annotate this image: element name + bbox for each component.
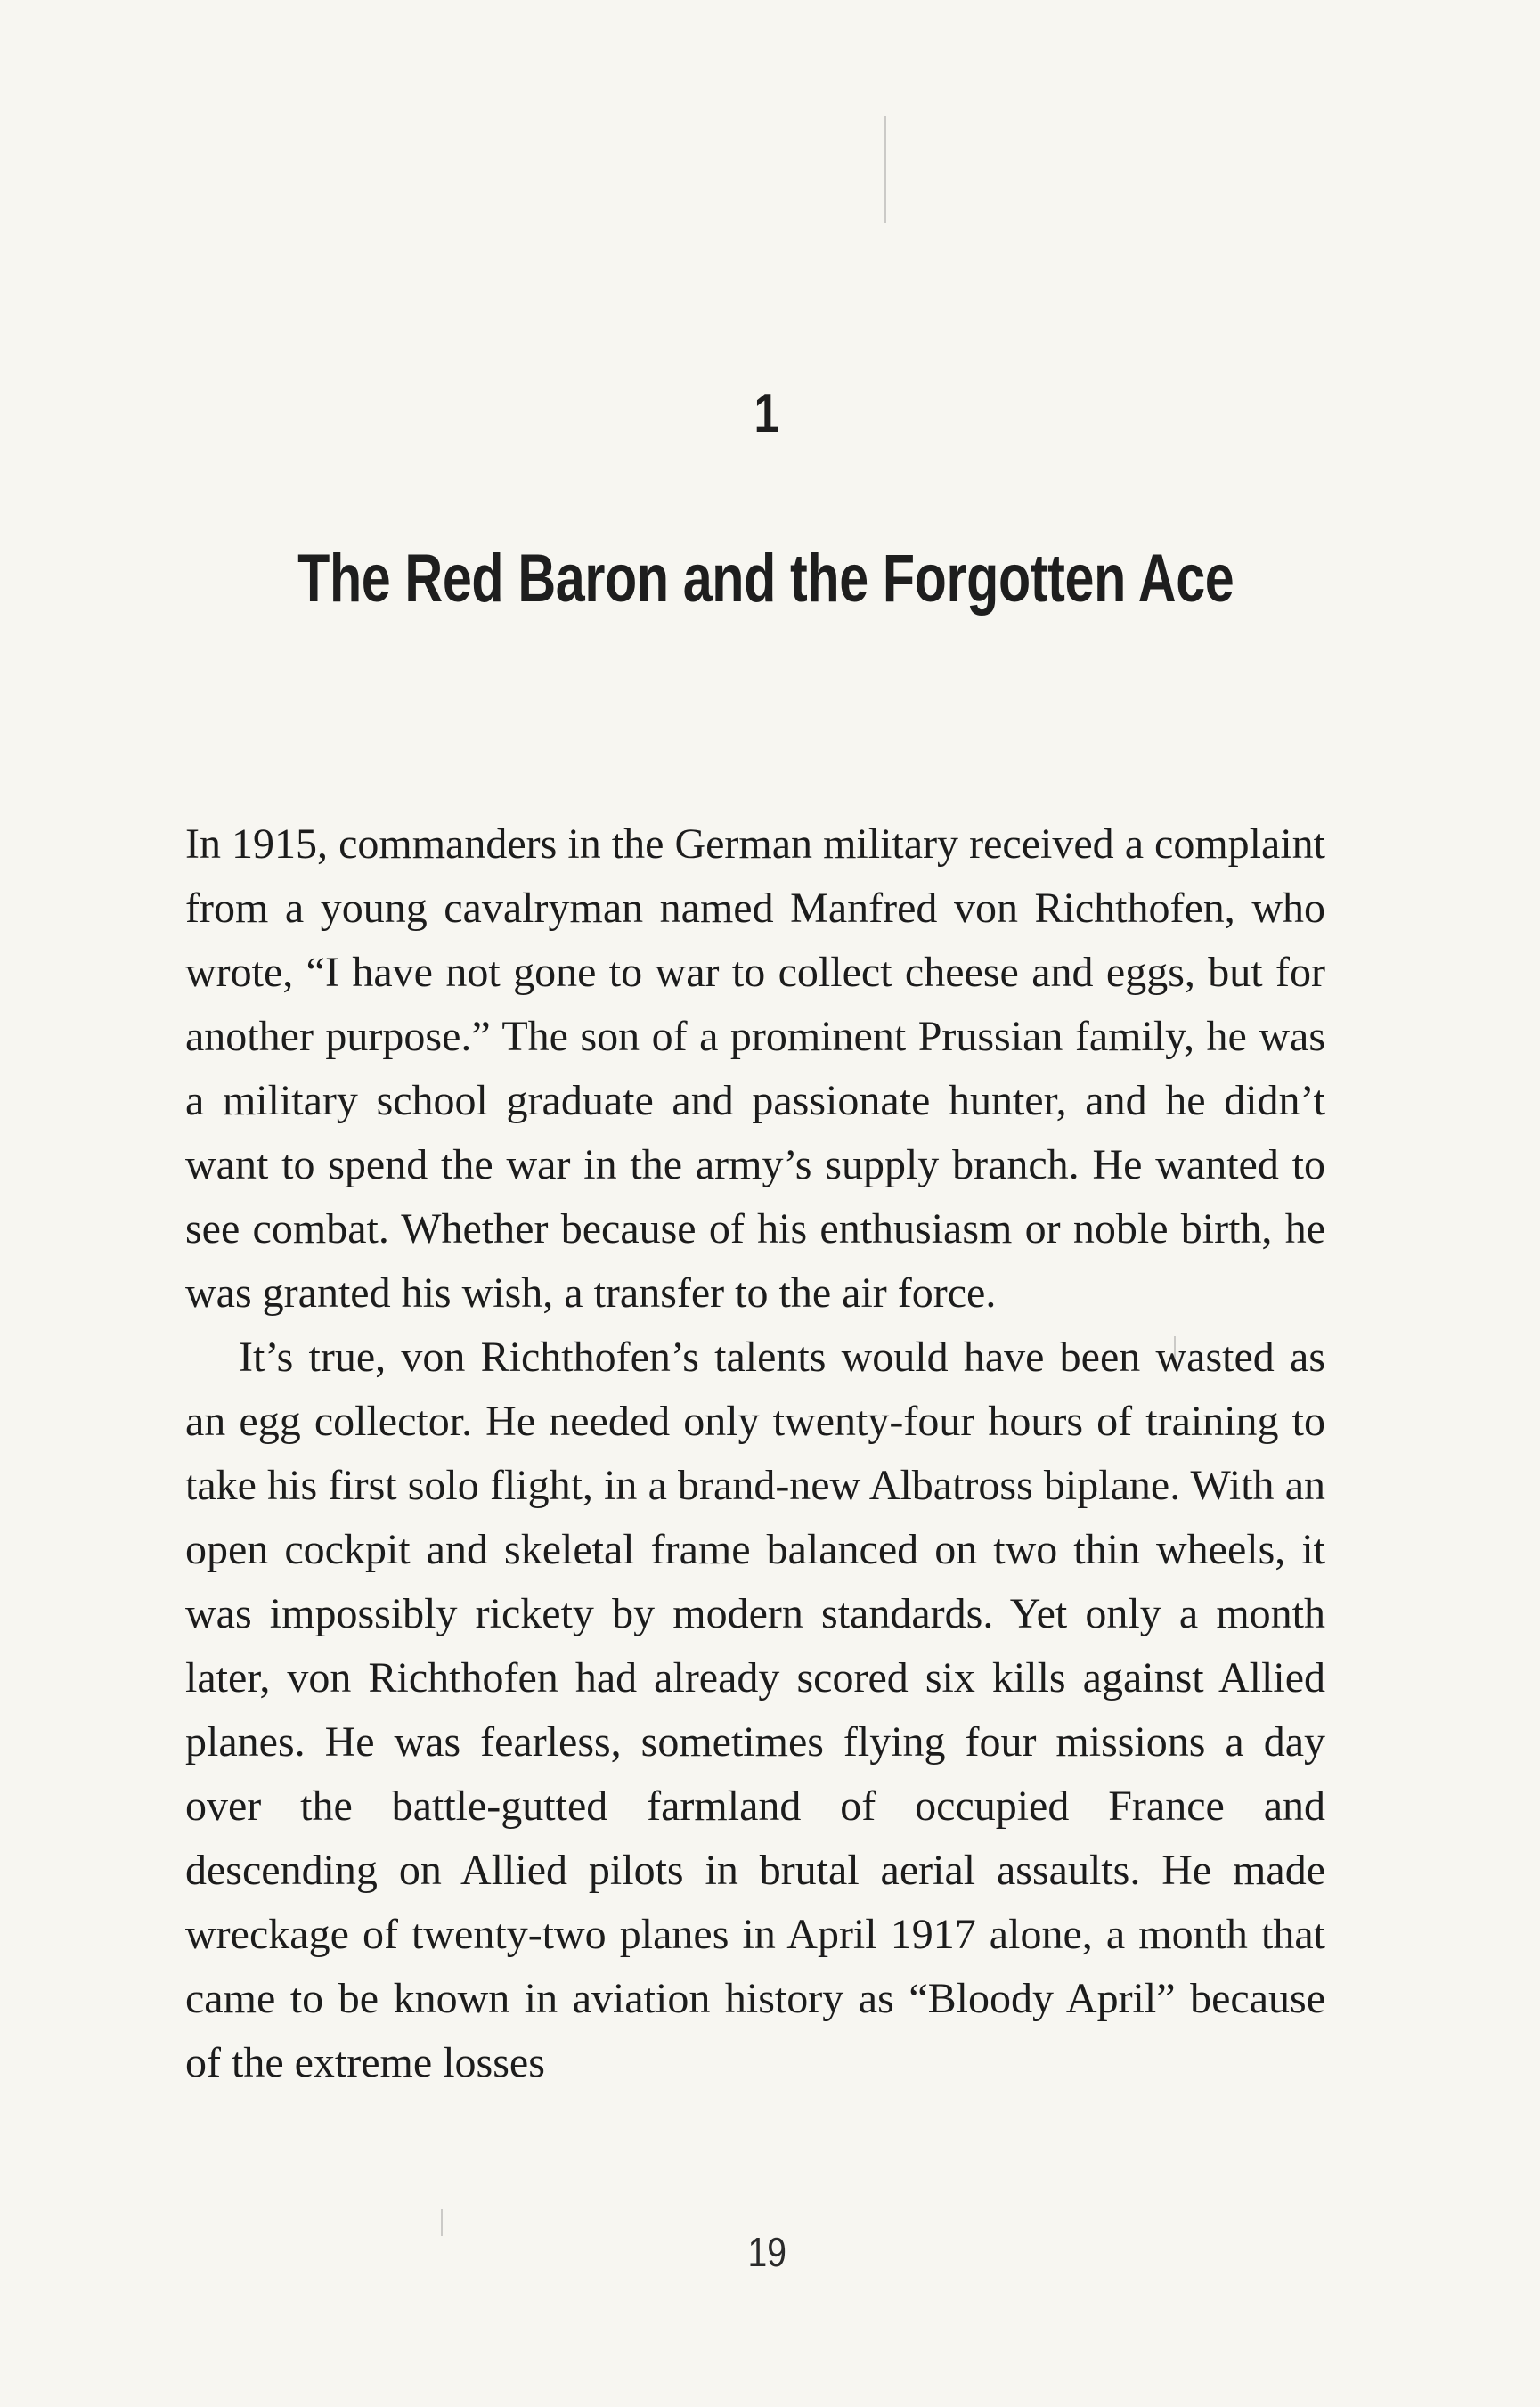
body-text (185, 812, 1325, 2095)
chapter-number: 1 (754, 383, 779, 445)
chapter-title: The Red Baron and the Forgotten Ace (297, 541, 1234, 616)
page-number: 19 (747, 2229, 787, 2275)
paragraph: It’s true, von Richthofen’s talents would have been wasted as an egg collector. He needed only twenty-four hours of training to take his first solo flight, in a brand-new Albatross biplane. With an open cockpit and skeletal frame balanced on two thin wheels, it was impossibly rickety by modern standards. Yet only a month later, von Richthofen had already scored six kills against Allied planes. He was fearless, sometimes flying four missions a day over the battle-gutted farmland of occupied France and descending on Allied pilots in brutal aerial assaults. He made wreckage of twenty-two planes in April 1917 alone, a month that came to be known in aviation history as “Bloody April” because of the extreme losses (185, 1334, 1325, 2086)
paragraph: In 1915, commanders in the German military received a complaint from a young cavalryman named Manfred von Richthofen, who wrote, “I have not gone to war to collect cheese and eggs, but for another purpose.” The son of a prominent Prussian family, he was a military school graduate and passionate hunter, and he didn’t want to spend the war in the army’s supply branch. He wanted to see combat. Whether because of his enthusiasm or noble birth, he was granted his wish, a transfer to the air force. (185, 820, 1325, 1317)
scan-artifact-line (884, 116, 886, 223)
